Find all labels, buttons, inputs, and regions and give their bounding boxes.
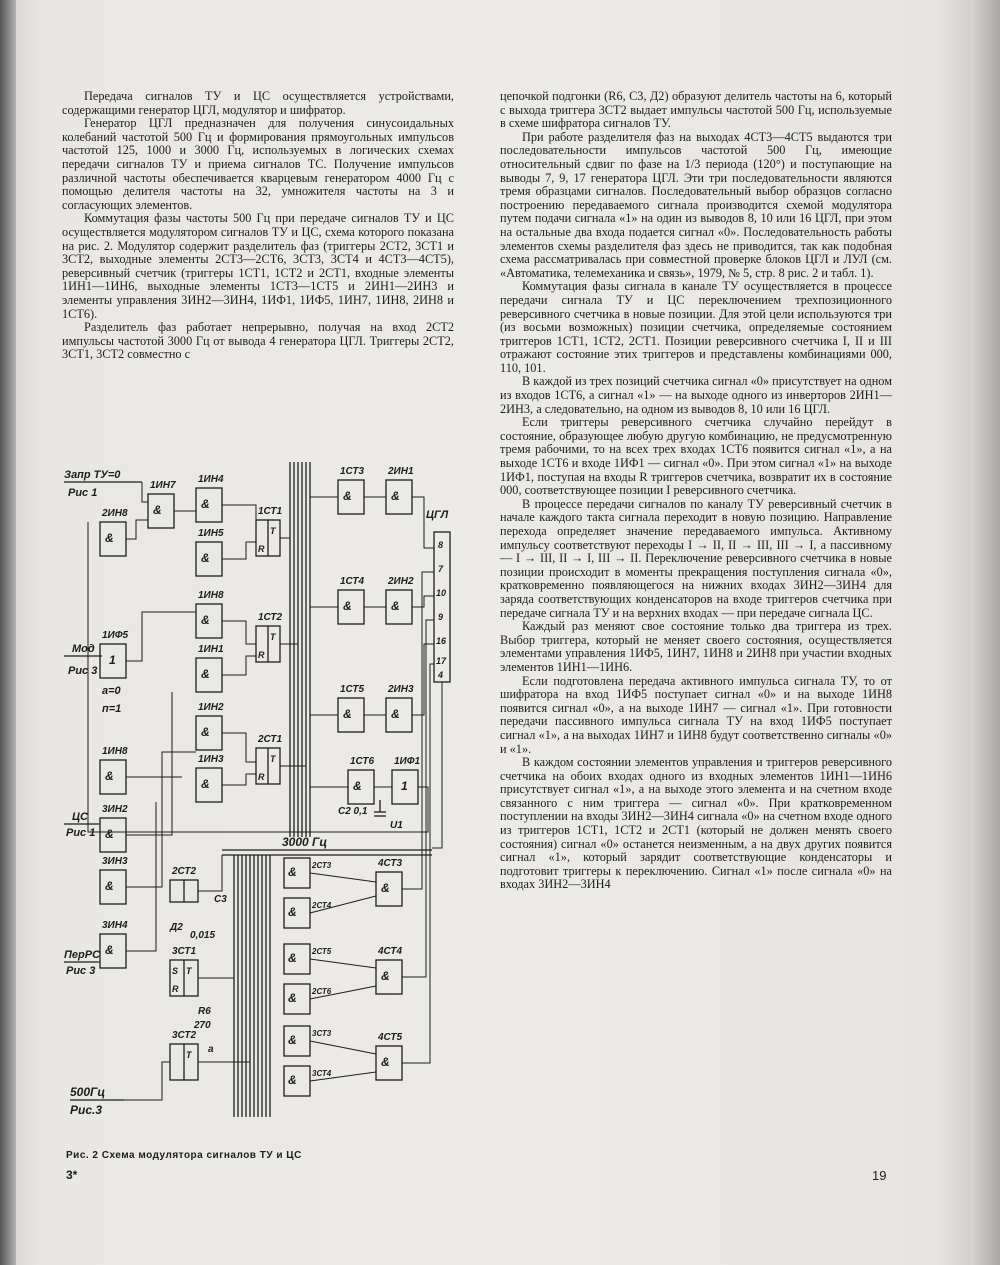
label-a: а xyxy=(208,1044,214,1055)
label-3000hz: 3000 Гц xyxy=(282,835,328,849)
label-r6: R6 xyxy=(198,1006,211,1017)
svg-text:2ИН1: 2ИН1 xyxy=(388,466,414,477)
svg-text:1СТ5: 1СТ5 xyxy=(340,684,365,695)
svg-text:&: & xyxy=(105,769,114,783)
paragraph: цепочкой подгонки (R6, C3, Д2) образуют делитель частоты на 6, который с выхода триггера 3СТ2 выдает импульсы частотой 500 Гц, используемые в схеме шифратора сигналов ТУ. xyxy=(500,89,892,131)
svg-text:&: & xyxy=(391,599,400,613)
svg-text:3СТ4: 3СТ4 xyxy=(312,1069,332,1078)
svg-text:&: & xyxy=(105,827,114,841)
svg-text:1СТ1: 1СТ1 xyxy=(258,506,283,517)
svg-text:1ИН8: 1ИН8 xyxy=(102,746,128,757)
gate-1IF1 xyxy=(392,756,421,804)
svg-text:&: & xyxy=(201,613,210,627)
svg-text:1СТ4: 1СТ4 xyxy=(340,576,365,587)
page-edge-shadow xyxy=(970,0,1000,1265)
gate-1CT6 xyxy=(348,756,375,804)
svg-text:3СТ3: 3СТ3 xyxy=(312,1029,332,1038)
svg-text:&: & xyxy=(343,489,352,503)
svg-text:&: & xyxy=(391,707,400,721)
gate-1IF5 xyxy=(100,630,129,678)
svg-text:R: R xyxy=(258,544,265,554)
gate-1IN2 xyxy=(196,702,224,750)
gate-1CT3 xyxy=(338,466,365,514)
paragraph: При работе разделителя фаз на выходах 4СТ3—4СТ5 выдаются три последовательности импульсов частотой 500 Гц, имеющие относительный сдвиг по фазе на 1/3 периода (120°) и поступающие на выводы 7, 9, 17 генератора ЦГЛ. Эти три последовательности являются тремя образцами сигналов. Последовательный выбор образцов согласно построению передаваемого сигнала производится схемой модулятора путем подачи сигнала «1» на один из выводов 8, 10 или 16 ЦГЛ, при этом на остальные два входа подается сигнал «0». Последовательность работы элементов схемы разделителя фаз здесь не приводится, так как подобная схема рассматривалась при совместной проверке блоков ЦГЛ и ЛУЛ (см. «Автоматика, телемеханика и связь», 1979, № 5, стр. 8 рис. 2 и табл. 1). xyxy=(500,129,892,280)
gate-1IN5 xyxy=(196,528,224,576)
label-zapr: Запр ТУ=0 xyxy=(64,469,121,481)
gate-1IN3 xyxy=(196,754,224,802)
svg-text:2ИН3: 2ИН3 xyxy=(388,684,414,695)
signature-mark: 3* xyxy=(66,1168,78,1182)
label-p1: п=1 xyxy=(102,703,122,715)
svg-text:3СТ1: 3СТ1 xyxy=(172,946,197,957)
svg-text:S: S xyxy=(172,966,179,976)
trigger-3CT2 xyxy=(170,1030,198,1080)
label-u1: U1 xyxy=(390,820,403,831)
gate-2CT6 xyxy=(284,984,332,1014)
paragraph: Каждый раз меняют свое состояние только два триггера из трех. Выбор триггера, который не меняет своего состояния, осуществляется элементами управления 1ИФ5, 1ИН7, 1ИН8 и 2ИН8 при участии входных элементов 1ИН1—1ИН6. xyxy=(500,619,892,674)
svg-text:2ИН2: 2ИН2 xyxy=(388,576,414,587)
gate-2CT4 xyxy=(284,898,332,928)
svg-text:&: & xyxy=(288,1073,297,1087)
svg-text:1ИН2: 1ИН2 xyxy=(198,702,224,713)
svg-text:R: R xyxy=(172,984,179,994)
label-d2: Д2 xyxy=(170,922,183,933)
svg-text:1ИФ1: 1ИФ1 xyxy=(394,756,421,767)
svg-text:1СТ6: 1СТ6 xyxy=(350,756,375,767)
paragraph: Коммутация фазы частоты 500 Гц при передаче сигналов ТУ и ЦС осуществляется модулятором сигналов ТУ и ЦС, схема которого показана на рис. 2. Модулятор содержит разделитель фаз (триггеры 2СТ2, 3СТ1 и 3СТ2, выходные элементы 2СТ3—2СТ6, 3СТ3, 3СТ4 и 4СТ3—4СТ5), реверсивный счетчик (триггеры 1СТ1, 1СТ2 и 2СТ1, входные элементы 1ИН1—1ИН6, выходные элементы 1СТ3—1СТ5 и 2ИН1—2ИН3 и элементы управления 3ИН2—3ИН4, 1ИФ1, 1ИФ5, 1ИН7, 1ИН8, 2ИН8 и 1СТ6). xyxy=(62,211,454,321)
label-ris3: Рис 3 xyxy=(68,665,98,677)
svg-text:17: 17 xyxy=(436,656,447,666)
svg-text:1ИН7: 1ИН7 xyxy=(150,480,176,491)
svg-text:&: & xyxy=(201,497,210,511)
svg-text:2СТ5: 2СТ5 xyxy=(312,947,332,956)
trigger-3CT1 xyxy=(170,946,198,996)
svg-text:&: & xyxy=(105,943,114,957)
svg-text:&: & xyxy=(153,503,162,517)
label-0015: 0,015 xyxy=(190,930,216,941)
paragraph: Передача сигналов ТУ и ЦС осуществляется устройствами, содержащими генератор ЦГЛ, модулятор и шифратор. xyxy=(62,89,454,117)
label-c3: С3 xyxy=(214,894,227,905)
svg-text:&: & xyxy=(343,599,352,613)
svg-text:1СТ3: 1СТ3 xyxy=(340,466,365,477)
trigger-2CT1 xyxy=(256,734,283,784)
gate-2CT5 xyxy=(284,944,332,974)
svg-text:&: & xyxy=(105,879,114,893)
svg-text:R: R xyxy=(258,772,265,782)
svg-text:&: & xyxy=(201,551,210,565)
gate-3CT3 xyxy=(284,1026,332,1056)
svg-text:&: & xyxy=(381,969,390,983)
page-number: 19 xyxy=(872,1168,887,1183)
gate-1CT5 xyxy=(338,684,365,732)
gate-4CT3 xyxy=(376,858,403,906)
gate-3CT4 xyxy=(284,1066,332,1096)
svg-text:1: 1 xyxy=(401,779,408,793)
paragraph: Генератор ЦГЛ предназначен для получения синусоидальных колебаний частотой 500 Гц и формирования прямоугольных импульсов частотой 125, 1000 и 3000 Гц, используемых в логических схемах передачи сигналов ТУ и приема сигналов ТС. Получение импульсов различной частоты обеспечивается кварцевым генератором 4000 Гц с помощью делителя частоты на 32, умножителя частоты на 3 и согласующих элементов. xyxy=(62,116,454,212)
label-ris1b: Рис 1 xyxy=(66,827,96,839)
svg-text:3ИН4: 3ИН4 xyxy=(102,920,128,931)
svg-text:2СТ3: 2СТ3 xyxy=(312,861,332,870)
svg-text:&: & xyxy=(381,881,390,895)
svg-text:9: 9 xyxy=(438,612,444,622)
svg-text:&: & xyxy=(201,725,210,739)
gate-1IN7 xyxy=(148,480,176,528)
svg-text:&: & xyxy=(105,531,114,545)
svg-text:&: & xyxy=(391,489,400,503)
svg-text:Т: Т xyxy=(186,966,192,976)
gate-2IN8 xyxy=(100,508,128,556)
svg-text:Т: Т xyxy=(270,754,276,764)
svg-text:&: & xyxy=(288,905,297,919)
svg-text:&: & xyxy=(343,707,352,721)
svg-text:&: & xyxy=(288,865,297,879)
svg-text:3ИН2: 3ИН2 xyxy=(102,804,128,815)
svg-text:Т: Т xyxy=(270,632,276,642)
label-a0: а=0 xyxy=(102,685,121,697)
svg-text:1ИН1: 1ИН1 xyxy=(198,644,224,655)
svg-text:10: 10 xyxy=(436,588,447,598)
label-ris1: Рис 1 xyxy=(68,487,98,499)
gate-1IN8-left xyxy=(100,746,128,794)
paragraph: В каждой из трех позиций счетчика сигнал «0» присутствует на одном из входов 1СТ6, а сигнал «1» — на выходе одного из инверторов 2ИН1—2ИН3, а следовательно, на одном из выводов 8, 10 или 16 ЦГЛ. xyxy=(500,374,892,416)
gate-1IN4 xyxy=(196,474,224,522)
wiring xyxy=(88,482,442,1100)
circuit-schematic xyxy=(62,462,462,1127)
trigger-1CT2 xyxy=(256,612,283,662)
label-c2: С2 0,1 xyxy=(338,806,368,817)
paragraph: Коммутация фазы сигнала в канале ТУ осуществляется в процессе передачи сигнала ТУ и ЦС переключением трехпозиционного реверсивного счетчика в новые позиции. Для этой цели используются три (из восьми возможных) позиции счетчика, определяемые состоянием триггеров 1СТ1, 1СТ2, 2СТ1. Позиции реверсивного счетчика I, II и III отражают состояние этих триггеров и представлены комбинациями 000, 110, 101. xyxy=(500,279,892,375)
svg-text:4СТ5: 4СТ5 xyxy=(378,1032,403,1043)
svg-text:1ИФ5: 1ИФ5 xyxy=(102,630,129,641)
gate-3IN3 xyxy=(100,856,128,904)
svg-text:&: & xyxy=(381,1055,390,1069)
svg-text:&: & xyxy=(201,777,210,791)
paragraph: В процессе передачи сигналов по каналу ТУ реверсивный счетчик в начале каждого такта сигнала переходит в новую позицию. Направление перехода определяет значение передаваемого импульса. Активному импульсу соответствуют переходы I → II, II → III, III → I, а пассивному — I → III, II → I, III → II. Переключение реверсивного счетчика в новые позиции происходит в моменты прекращения поступления сигнала «0», кратковременно появляющегося на нижних входах 3ИН2—3ИН4 для заряда соответствующих конденсаторов на входе триггеров счетчика при передаче сигнала ТУ и на верхних входах — при передаче сигнала ЦС. xyxy=(500,496,892,620)
label-mod: Мод xyxy=(72,643,95,655)
svg-text:&: & xyxy=(288,991,297,1005)
svg-text:1ИН3: 1ИН3 xyxy=(198,754,224,765)
svg-text:&: & xyxy=(353,779,362,793)
svg-text:8: 8 xyxy=(438,540,444,550)
label-270: 270 xyxy=(194,1020,211,1031)
svg-text:3ИН3: 3ИН3 xyxy=(102,856,128,867)
label-ris3b: Рис 3 xyxy=(66,965,96,977)
svg-text:1ИН8: 1ИН8 xyxy=(198,590,224,601)
gate-1IN8-upper xyxy=(196,590,224,638)
svg-text:1: 1 xyxy=(109,653,116,667)
gate-2IN3 xyxy=(386,684,414,732)
figure-caption: Рис. 2 Схема модулятора сигналов ТУ и ЦС xyxy=(66,1150,302,1161)
svg-text:16: 16 xyxy=(436,636,447,646)
svg-text:2СТ6: 2СТ6 xyxy=(312,987,332,996)
svg-text:&: & xyxy=(288,951,297,965)
gate-4CT5 xyxy=(376,1032,403,1080)
left-column-text xyxy=(62,90,454,362)
book-spine-shadow xyxy=(0,0,16,1265)
svg-text:R: R xyxy=(258,650,265,660)
label-perrs: ПерРС xyxy=(64,949,101,961)
paragraph: Если подготовлена передача активного импульса сигнала ТУ, то от шифратора на вход 1ИФ5 поступает сигнал «0» и на выходе 1ИН8 появится сигнал «0», а на выходе 1ИН7 — сигнал «1». При готовности передачи пассивного импульса сигнала ТУ на вход 1ИФ5 поступает сигнал «1», а на выходах 1ИН7 и 1ИН8 будут соответственно сигналы «0» и «1». xyxy=(500,673,892,756)
paragraph: Разделитель фаз работает непрерывно, получая на вход 2СТ2 импульсы частотой 3000 Гц от вывода 4 генератора ЦГЛ. Триггеры 2СТ2, 3СТ1, 3СТ2 совместно с xyxy=(62,320,454,362)
svg-text:7: 7 xyxy=(438,564,444,574)
label-ris3c: Рис.3 xyxy=(70,1103,103,1117)
gate-4CT4 xyxy=(376,946,403,994)
gate-3IN4 xyxy=(100,920,128,968)
svg-text:ЦГЛ: ЦГЛ xyxy=(426,509,449,521)
paragraph: Если триггеры реверсивного счетчика случайно перейдут в состояние, образующее любую другую комбинацию, не предусмотренную тремя рабочими, то на всех трех входах 1СТ6 появится сигнал «1», а на выходе 1СТ6 и входе 1ИФ1 — сигнал «0». При этом сигнал «1» на выходе 1ИФ1, поступая на входы R триггеров счетчика, возвратит их в состояние 000, соответствующее позиции I реверсивного счетчика. xyxy=(500,415,892,498)
paragraph: В каждом состоянии элементов управления и триггеров реверсивного счетчика на обоих входах одного из входных элементов 1ИН1—1ИН6 присутствует сигнал «1», а на выходе этого элемента и на счетном входе связанного с ним триггера — сигнал «0». При кратковременном поступлении на входы 3ИН2—3ИН4 сигнала «0» на счетном входе одного из триггеров 1СТ1, 1СТ2 и 2СТ1 (который не должен менять своего состояния) сигнал «0» останется неизменным, а на двух других появится сигнал «1», который зарядит соответствующие конденсаторы и подготовит триггеры к переключению. Сигнал «1» после сигнала «0» на входах 3ИН2—3ИН4 xyxy=(500,755,892,892)
trigger-2CT2 xyxy=(170,866,198,902)
svg-text:1ИН4: 1ИН4 xyxy=(198,474,224,485)
trigger-1CT1 xyxy=(256,506,283,556)
svg-text:4СТ3: 4СТ3 xyxy=(378,858,403,869)
modulator-circuit-diagram xyxy=(62,462,462,1127)
svg-text:2СТ1: 2СТ1 xyxy=(258,734,283,745)
svg-text:2ИН8: 2ИН8 xyxy=(102,508,128,519)
svg-text:4: 4 xyxy=(438,670,444,680)
gate-1CT4 xyxy=(338,576,365,624)
gate-3IN2 xyxy=(100,804,128,852)
svg-text:1СТ2: 1СТ2 xyxy=(258,612,283,623)
svg-text:Т: Т xyxy=(186,1050,192,1060)
svg-text:Т: Т xyxy=(270,526,276,536)
svg-text:&: & xyxy=(201,667,210,681)
gate-2IN2 xyxy=(386,576,414,624)
right-column-text xyxy=(500,90,892,892)
gate-1IN1 xyxy=(196,644,224,692)
svg-text:&: & xyxy=(288,1033,297,1047)
label-500hz: 500Гц xyxy=(70,1085,106,1099)
svg-text:4СТ4: 4СТ4 xyxy=(378,946,403,957)
svg-text:3СТ2: 3СТ2 xyxy=(172,1030,197,1041)
gate-2CT3 xyxy=(284,858,332,888)
svg-text:1ИН5: 1ИН5 xyxy=(198,528,224,539)
svg-text:2СТ2: 2СТ2 xyxy=(172,866,197,877)
gate-2IN1 xyxy=(386,466,414,514)
svg-text:2СТ4: 2СТ4 xyxy=(312,901,332,910)
label-cs: ЦС xyxy=(72,811,88,823)
